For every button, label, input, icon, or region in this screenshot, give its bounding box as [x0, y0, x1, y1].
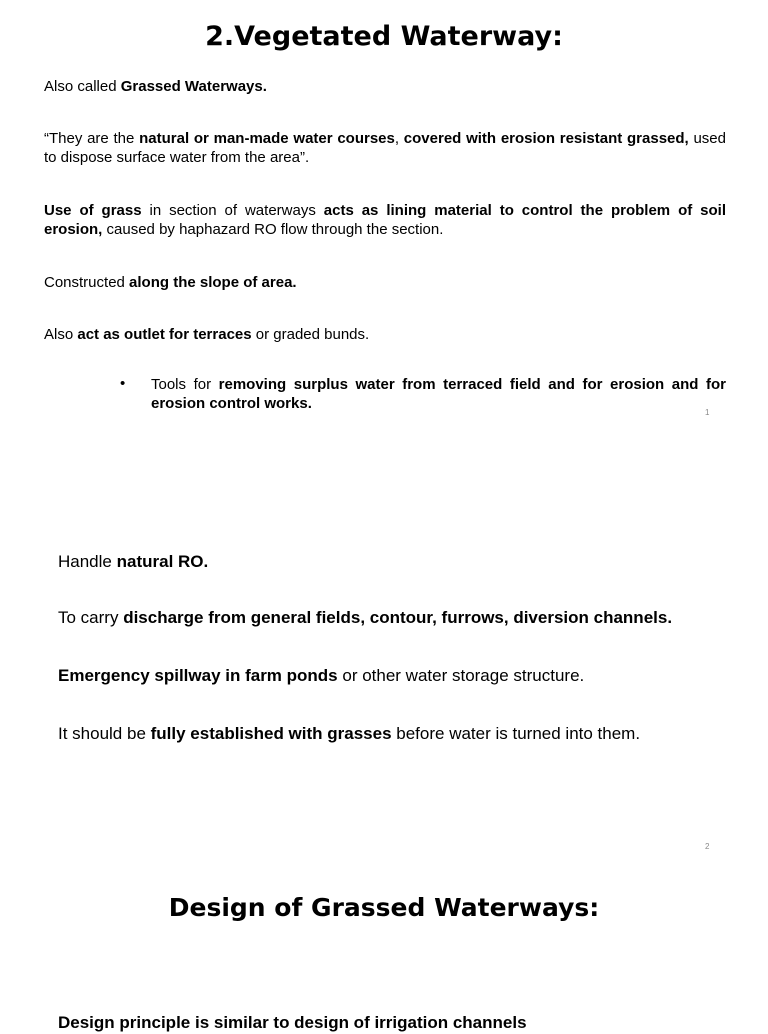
slide3-paragraph-1: Design principle is similar to design of irrigation channels [58, 1013, 527, 1032]
slide1-paragraph-3: Use of grass in section of waterways acts as lining material to control the problem of soil erosion, caused by haphazard RO flow through the section. [44, 202, 726, 238]
slide1-paragraph-4: Constructed along the slope of area. [44, 274, 297, 291]
slide1-paragraph-5: Also act as outlet for terraces or graded bunds. [44, 326, 370, 343]
slide1-title: 2.Vegetated Waterway: [205, 21, 563, 52]
slide1-bullet-item: Tools for removing surplus water from terraced field and for erosion and for erosion control works. [151, 376, 726, 412]
slide1-paragraph-1: Also called Grassed Waterways. [44, 78, 267, 95]
slide2-paragraph-2: To carry discharge from general fields, contour, furrows, diversion channels. [58, 608, 673, 627]
slide2-paragraph-3: Emergency spillway in farm ponds or other water storage structure. [58, 666, 585, 685]
slide2-paragraph-1: Handle natural RO. [58, 552, 209, 571]
page-number: 1 [705, 408, 710, 417]
bullet-dot: • [120, 375, 126, 392]
page-number: 2 [705, 842, 710, 851]
slide2-paragraph-4: It should be fully established with grasses before water is turned into them. [58, 724, 641, 743]
slide1-paragraph-2: “They are the natural or man-made water courses, covered with erosion resistant grassed, used to dispose surface water from the area”. [44, 130, 726, 166]
slide3-title: Design of Grassed Waterways: [168, 893, 600, 922]
